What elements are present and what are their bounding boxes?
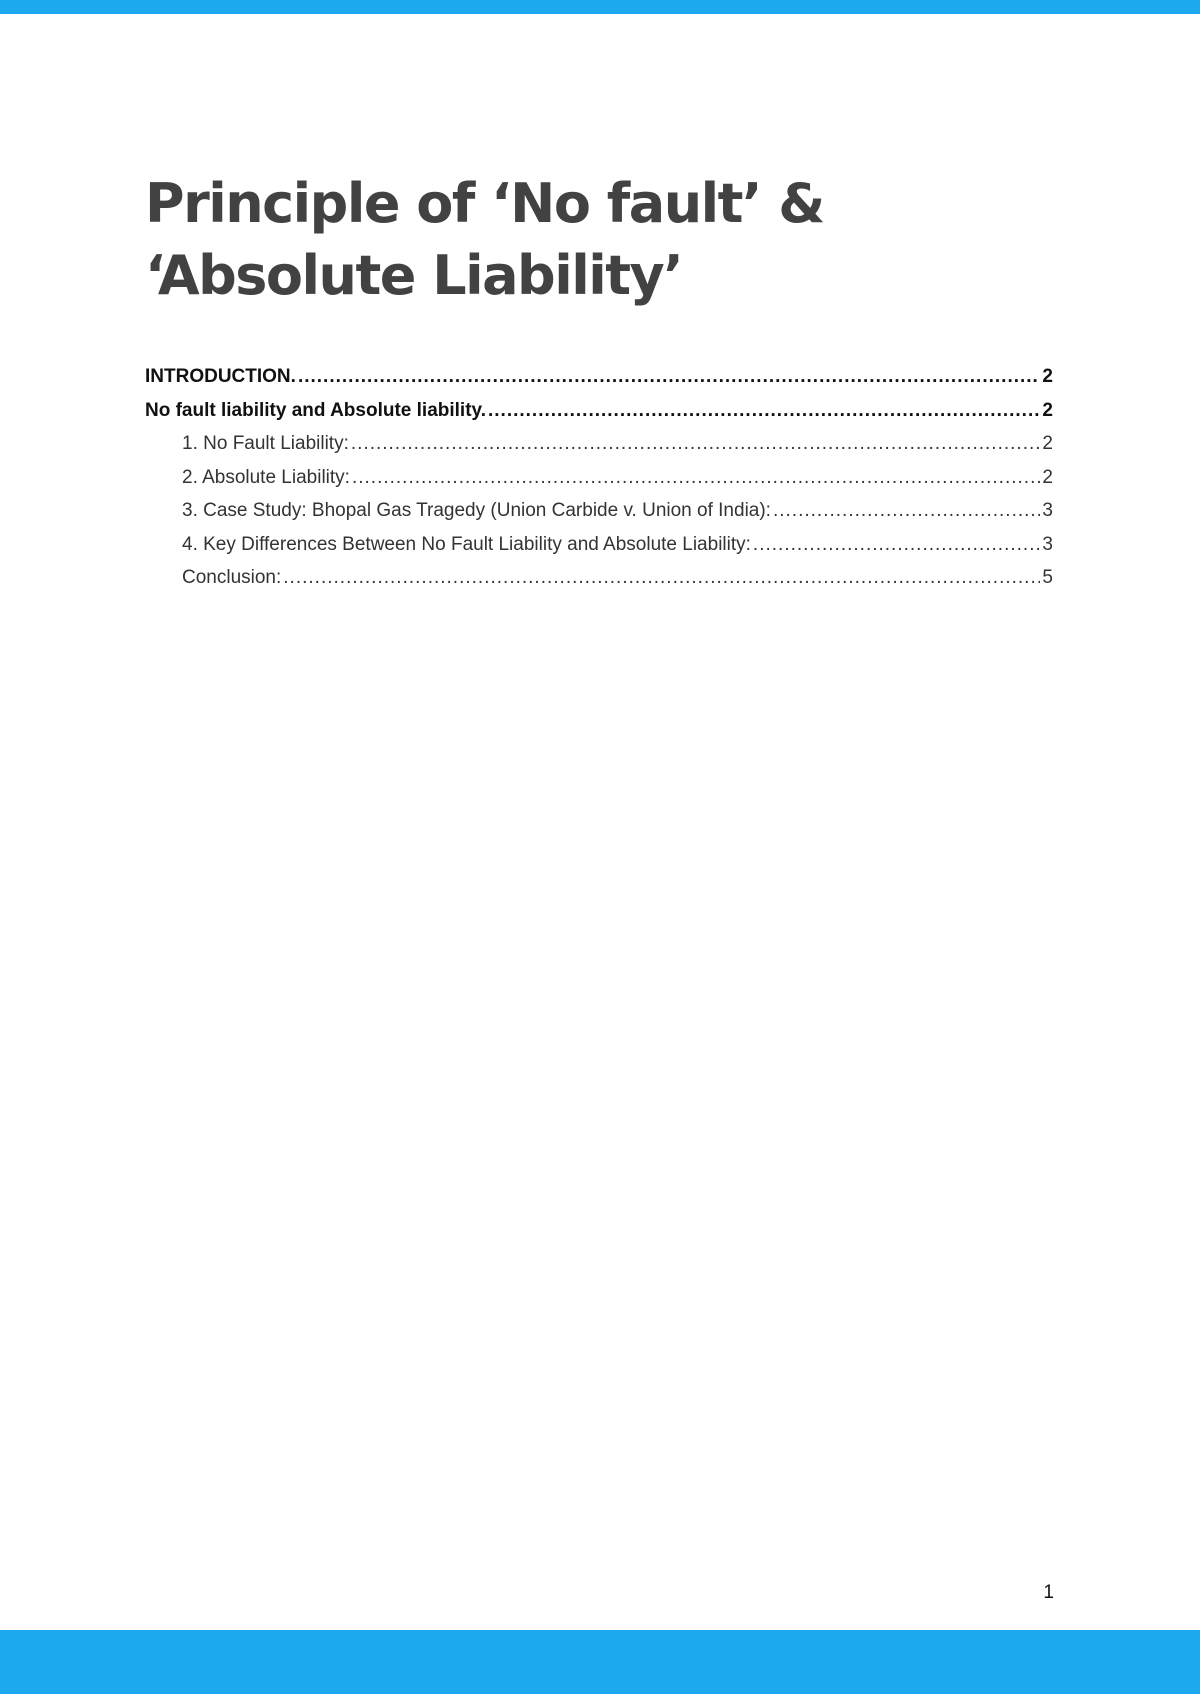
- toc-entry-absolute-liability[interactable]: [145, 467, 1053, 501]
- toc-entry-text: 4. Key Differences Between No Fault Liability and Absolute Liability:: [182, 533, 751, 555]
- toc-entry-no-fault-and-absolute[interactable]: [145, 400, 1053, 434]
- toc-entry-no-fault-liability[interactable]: [145, 433, 1053, 467]
- toc-dot-leader: [753, 534, 1041, 556]
- toc-dot-leader: [773, 500, 1040, 522]
- toc-entry-case-study[interactable]: [145, 500, 1053, 534]
- top-accent-bar: [0, 0, 1200, 14]
- toc-entry-conclusion[interactable]: [145, 567, 1053, 601]
- toc-entry-text: 1. No Fault Liability:: [182, 433, 349, 454]
- toc-entry-page: 2: [1042, 433, 1053, 454]
- toc-entry-text: No fault liability and Absolute liability.: [145, 399, 486, 421]
- toc-entry-text: INTRODUCTION.: [145, 366, 296, 387]
- toc-entry-page: 2: [1042, 366, 1053, 387]
- toc-dot-leader: [298, 366, 1040, 388]
- toc-entry-introduction[interactable]: [145, 366, 1053, 400]
- document-title: Principle of ‘No fault’ & ‘Absolute Liability’: [145, 172, 824, 307]
- bottom-accent-bar: [0, 1630, 1200, 1694]
- page-number: 1: [1043, 1582, 1054, 1603]
- toc-entry-page: 2: [1042, 466, 1053, 488]
- toc-entry-page: 5: [1042, 567, 1053, 588]
- toc-dot-leader: [352, 467, 1040, 489]
- table-of-contents: [145, 366, 1053, 601]
- toc-entry-page: 2: [1042, 399, 1053, 421]
- toc-dot-leader: [283, 567, 1040, 589]
- toc-entry-text: 2. Absolute Liability:: [182, 466, 350, 488]
- toc-dot-leader: [488, 400, 1040, 422]
- toc-entry-page: 3: [1042, 500, 1053, 521]
- toc-entry-text: Conclusion:: [182, 567, 282, 588]
- toc-entry-key-differences[interactable]: [145, 534, 1053, 568]
- toc-dot-leader: [351, 433, 1041, 455]
- toc-entry-text: 3. Case Study: Bhopal Gas Tragedy (Union Carbide v. Union of India):: [182, 500, 771, 521]
- toc-entry-page: 3: [1042, 533, 1053, 555]
